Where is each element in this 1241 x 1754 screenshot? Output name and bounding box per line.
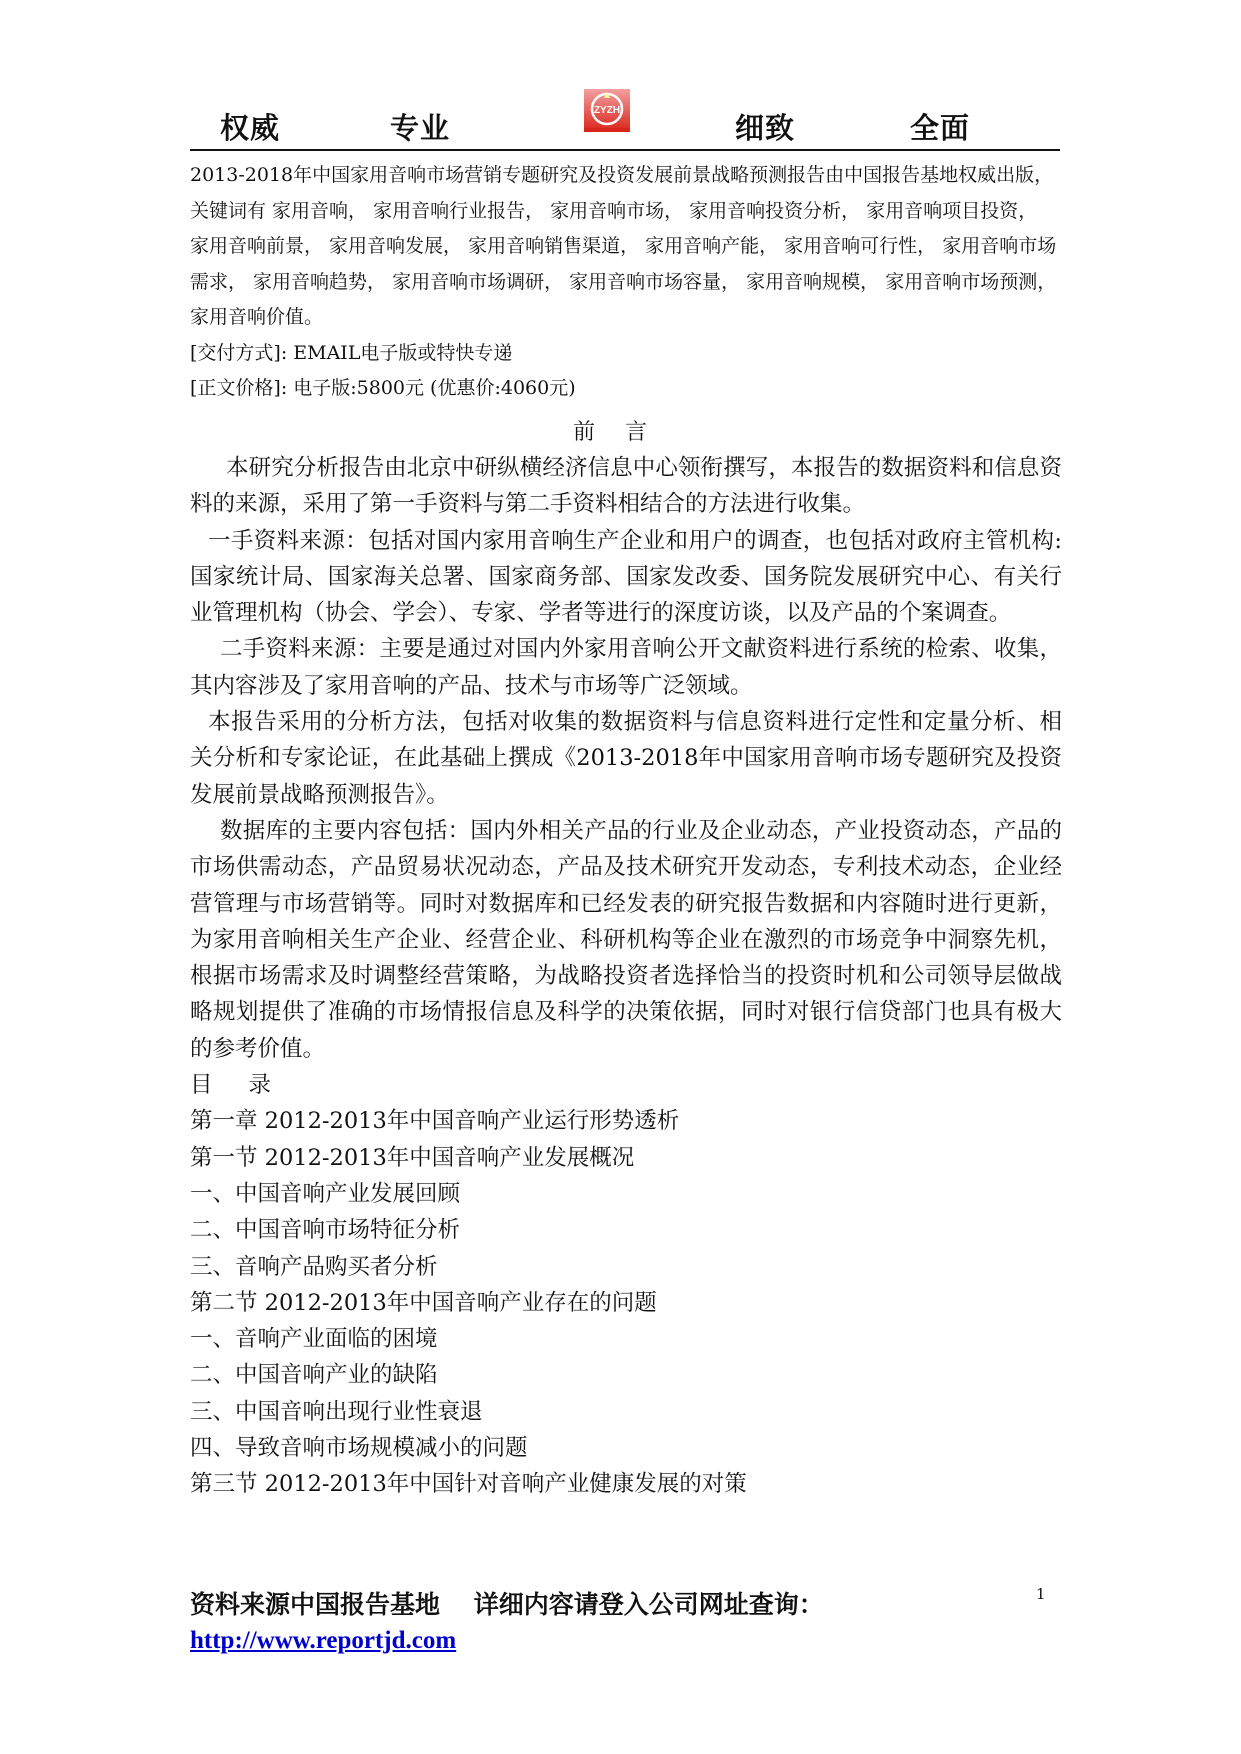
logo-text: ZYZH — [593, 105, 621, 116]
report-intro — [190, 158, 1060, 407]
footer-source-text: 资料来源中国报告基地 详细内容请登入公司网址查询： — [190, 1590, 824, 1619]
toc-item: 三、中国音响出现行业性衰退 — [190, 1398, 483, 1425]
page-footer — [190, 1587, 1060, 1659]
company-website-link[interactable]: http://www.reportjd.com — [190, 1627, 457, 1654]
foreword-paragraph: 二手资料来源：主要是通过对国内外家用音响公开文献资料进行系统的检索、收集，其内容涉及了家用音响的产品、技术与市场等广泛领域。 — [190, 636, 1062, 699]
toc-item: 第一节 2012-2013年中国音响产业发展概况 — [190, 1144, 635, 1171]
delivery-method: [交付方式]: EMAIL电子版或特快专递 — [190, 341, 513, 364]
toc-item: 第三节 2012-2013年中国针对音响产业健康发展的对策 — [190, 1471, 747, 1498]
header-divider — [190, 149, 1060, 151]
header-word-professional: 专业 — [390, 111, 451, 145]
company-logo — [582, 88, 632, 134]
toc-item: 第一章 2012-2013年中国音响产业运行形势透析 — [190, 1108, 680, 1135]
foreword-title: 前言 — [572, 420, 677, 445]
foreword-paragraph: 数据库的主要内容包括：国内外相关产品的行业及企业动态，产业投资动态，产品的市场供需动态，产品贸易状况动态，产品及技术研究开发动态，专利技术动态，企业经营管理与市场营销等。同时对数据库和已经发表的研究报告数据和内容随时进行更新，为家用音响相关生产企业、经营企业、科研机构等企业在激烈的市场竞争中洞察先机，根据市场需求及时调整经营策略，为战略投资者选择恰当的投资时机和公司领导层做战略规划提供了准确的市场情报信息及科学的决策依据，同时对银行信贷部门也具有极大的参考价值。 — [190, 817, 1062, 1062]
page-number: 1 — [1036, 1585, 1046, 1603]
header-word-meticulous: 细致 — [735, 111, 796, 145]
report-body — [190, 450, 1062, 1503]
toc-item: 四、导致音响市场规模减小的问题 — [190, 1435, 528, 1462]
toc-item: 一、音响产业面临的困境 — [190, 1326, 438, 1353]
header-word-comprehensive: 全面 — [910, 111, 971, 145]
price-info: [正文价格]: 电子版:5800元 (优惠价:4060元) — [190, 377, 576, 399]
toc-item: 二、中国音响产业的缺陷 — [190, 1362, 438, 1389]
toc-title: 目录 — [190, 1072, 308, 1099]
toc-item: 第二节 2012-2013年中国音响产业存在的问题 — [190, 1289, 657, 1316]
report-summary: 2013-2018年中国家用音响市场营销专题研究及投资发展前景战略预测报告由中国报告基地权威出版，关键词有 家用音响， 家用音响行业报告， 家用音响市场， 家用音响投资分析， 家用音响项目投资， 家用音响前景， 家用音响发展， 家用音响销售渠道， 家用音响产能， 家用音响可行性， 家用音响市场需求， 家用音响趋势， 家用音响市场调研， 家用音响市场容量， 家用音响规模， 家用音响市场预测， 家用音响价值。 — [190, 164, 1057, 328]
toc-item: 三、音响产品购买者分析 — [190, 1253, 438, 1280]
foreword-paragraph: 本报告采用的分析方法，包括对收集的数据资料与信息资料进行定性和定量分析、相关分析和专家论证，在此基础上撰成《2013-2018年中国家用音响市场专题研究及投资发展前景战略预测报告》。 — [190, 709, 1062, 808]
toc-item: 一、中国音响产业发展回顾 — [190, 1180, 461, 1207]
foreword-paragraph: 本研究分析报告由北京中研纵横经济信息中心领衔撰写，本报告的数据资料和信息资料的来源，采用了第一手资料与第二手资料相结合的方法进行收集。 — [190, 455, 1062, 518]
foreword-paragraph: 一手资料来源：包括对国内家用音响生产企业和用户的调查，也包括对政府主管机构:国家统计局、国家海关总署、国家商务部、国家发改委、国务院发展研究中心、有关行业管理机构（协会、学会）、专家、学者等进行的深度访谈，以及产品的个案调查。 — [190, 527, 1062, 627]
page-header — [190, 88, 1060, 148]
toc-item: 二、中国音响市场特征分析 — [190, 1217, 461, 1244]
header-word-authority: 权威 — [220, 111, 281, 145]
